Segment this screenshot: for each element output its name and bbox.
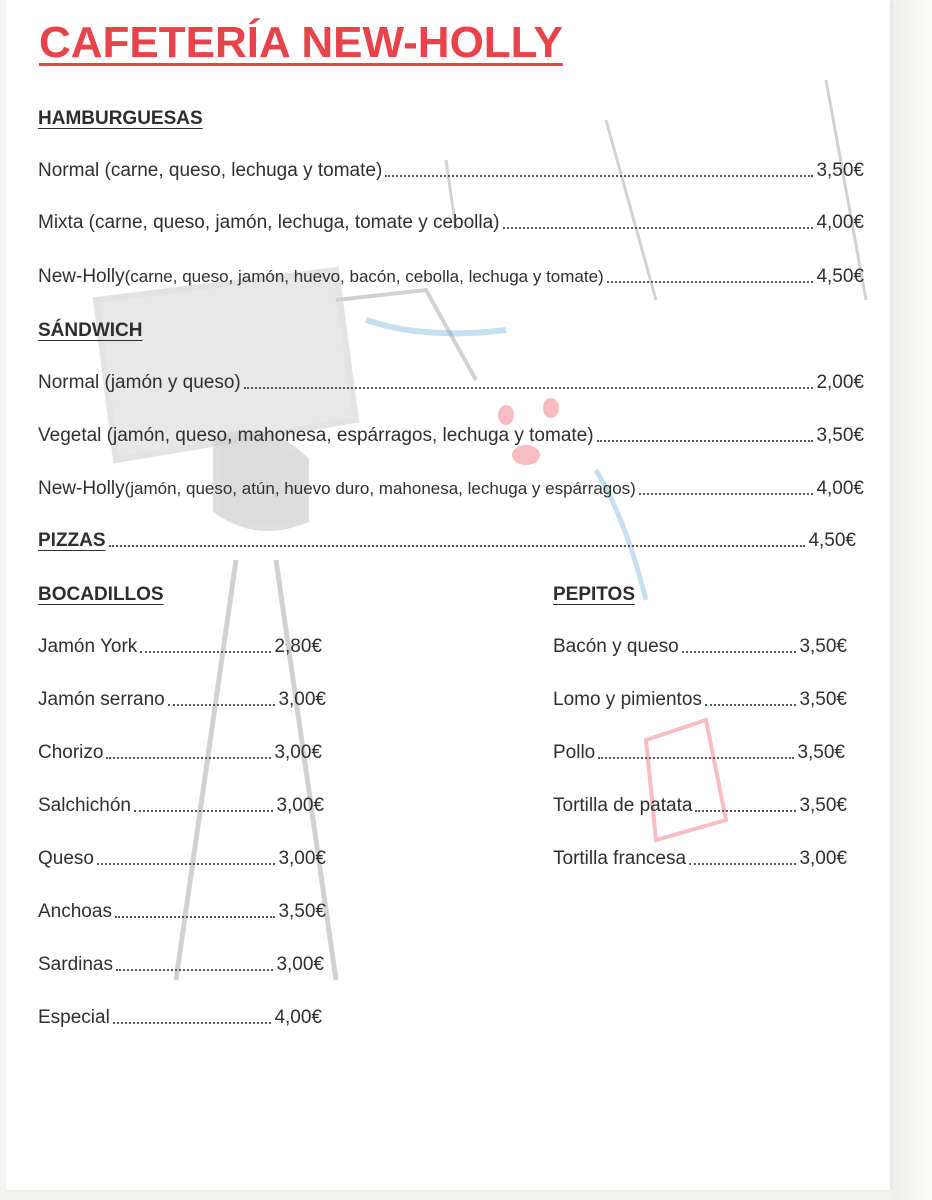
item-name: Jamón York xyxy=(38,636,138,657)
menu-item-bocadillo-sardinas xyxy=(38,954,324,976)
leader-dots xyxy=(639,493,814,495)
item-price: 2,80€ xyxy=(274,636,322,657)
item-price: 3,00€ xyxy=(278,689,326,710)
item-name: Normal (jamón y queso) xyxy=(38,372,241,393)
item-price: 3,00€ xyxy=(274,742,322,763)
menu-item-sandwich-vegetal xyxy=(38,425,864,447)
section-heading-bocadillos: BOCADILLOS xyxy=(38,584,164,605)
leader-dots xyxy=(503,227,814,229)
menu-item-bocadillo-queso xyxy=(38,848,326,870)
item-price: 4,50€ xyxy=(816,266,864,287)
item-price: 4,50€ xyxy=(808,530,856,551)
item-price: 3,50€ xyxy=(278,901,326,922)
item-name: Queso xyxy=(38,848,94,869)
item-price: 3,50€ xyxy=(797,742,845,763)
item-description: (jamón, queso, atún, huevo duro, mahonesa, lechuga y espárragos) xyxy=(124,479,636,498)
item-price: 3,00€ xyxy=(799,848,847,869)
leader-dots xyxy=(106,757,271,759)
leader-dots xyxy=(116,969,273,971)
item-price: 4,00€ xyxy=(816,212,864,233)
item-price: 3,00€ xyxy=(276,795,324,816)
item-name: Normal (carne, queso, lechuga y tomate) xyxy=(38,160,383,181)
item-name: Especial xyxy=(38,1007,110,1028)
section-heading-hamburguesas: HAMBURGUESAS xyxy=(38,108,203,129)
leader-dots xyxy=(607,281,814,283)
item-description: (carne, queso, jamón, huevo, bacón, cebolla, lechuga y tomate) xyxy=(124,267,604,286)
leader-dots xyxy=(109,545,806,547)
item-name: Tortilla francesa xyxy=(553,848,687,869)
menu-item-pepito-lomo-pimientos xyxy=(553,689,847,711)
item-name: Sardinas xyxy=(38,954,113,975)
item-price: 3,50€ xyxy=(816,160,864,181)
menu-item-bocadillo-anchoas xyxy=(38,901,326,923)
leader-dots xyxy=(695,810,796,812)
leader-dots xyxy=(682,651,797,653)
menu-sheet xyxy=(6,0,890,1190)
leader-dots xyxy=(385,175,813,177)
item-price: 3,50€ xyxy=(799,689,847,710)
item-name: Mixta (carne, queso, jamón, lechuga, tomate y cebolla) xyxy=(38,212,500,233)
menu-item-pizzas xyxy=(38,530,856,552)
menu-item-bocadillo-especial xyxy=(38,1007,322,1029)
page-edge xyxy=(892,0,932,1200)
leader-dots xyxy=(134,810,274,812)
leader-dots xyxy=(97,863,275,865)
item-price: 2,00€ xyxy=(816,372,864,393)
leader-dots xyxy=(689,863,796,865)
item-name: Anchoas xyxy=(38,901,112,922)
leader-dots xyxy=(705,704,797,706)
section-heading-pizzas: PIZZAS xyxy=(38,530,106,551)
leader-dots xyxy=(115,916,276,918)
menu-item-sandwich-normal xyxy=(38,372,864,394)
item-price: 3,50€ xyxy=(799,795,847,816)
menu-item-bocadillo-jamon-york xyxy=(38,636,322,658)
item-name: Lomo y pimientos xyxy=(553,689,702,710)
item-name: Pollo xyxy=(553,742,596,763)
item-price: 3,50€ xyxy=(799,636,847,657)
item-price: 3,00€ xyxy=(276,954,324,975)
section-heading-pepitos: PEPITOS xyxy=(553,584,636,605)
menu-item-hamburguesa-normal xyxy=(38,160,864,182)
item-price: 4,00€ xyxy=(816,478,864,499)
menu-title: CAFETERÍA NEW-HOLLY xyxy=(39,18,563,67)
item-name: Vegetal (jamón, queso, mahonesa, espárragos, lechuga y tomate) xyxy=(38,425,594,446)
menu-item-hamburguesa-new-holly xyxy=(38,266,864,288)
item-name: Chorizo xyxy=(38,742,104,763)
menu-item-pepito-bacon-queso xyxy=(553,636,847,658)
menu-item-sandwich-new-holly xyxy=(38,478,864,500)
section-heading-sandwich: SÁNDWICH xyxy=(38,320,143,341)
menu-item-bocadillo-jamon-serrano xyxy=(38,689,326,711)
menu-item-pepito-tortilla-patata xyxy=(553,795,847,817)
item-price: 4,00€ xyxy=(274,1007,322,1028)
leader-dots xyxy=(168,704,276,706)
menu-item-pepito-tortilla-francesa xyxy=(553,848,847,870)
leader-dots xyxy=(598,757,794,759)
item-name: Salchichón xyxy=(38,795,131,816)
item-price: 3,50€ xyxy=(816,425,864,446)
item-price: 3,00€ xyxy=(278,848,326,869)
item-name: Jamón serrano xyxy=(38,689,165,710)
leader-dots xyxy=(597,440,814,442)
leader-dots xyxy=(244,387,814,389)
leader-dots xyxy=(140,651,271,653)
item-name: New-Holly xyxy=(38,266,125,287)
menu-item-pepito-pollo xyxy=(553,742,845,764)
menu-item-bocadillo-chorizo xyxy=(38,742,322,764)
leader-dots xyxy=(113,1022,272,1024)
item-name: New-Holly xyxy=(38,478,125,499)
menu-item-bocadillo-salchichon xyxy=(38,795,324,817)
item-name: Bacón y queso xyxy=(553,636,679,657)
menu-item-hamburguesa-mixta xyxy=(38,212,864,234)
item-name: Tortilla de patata xyxy=(553,795,693,816)
